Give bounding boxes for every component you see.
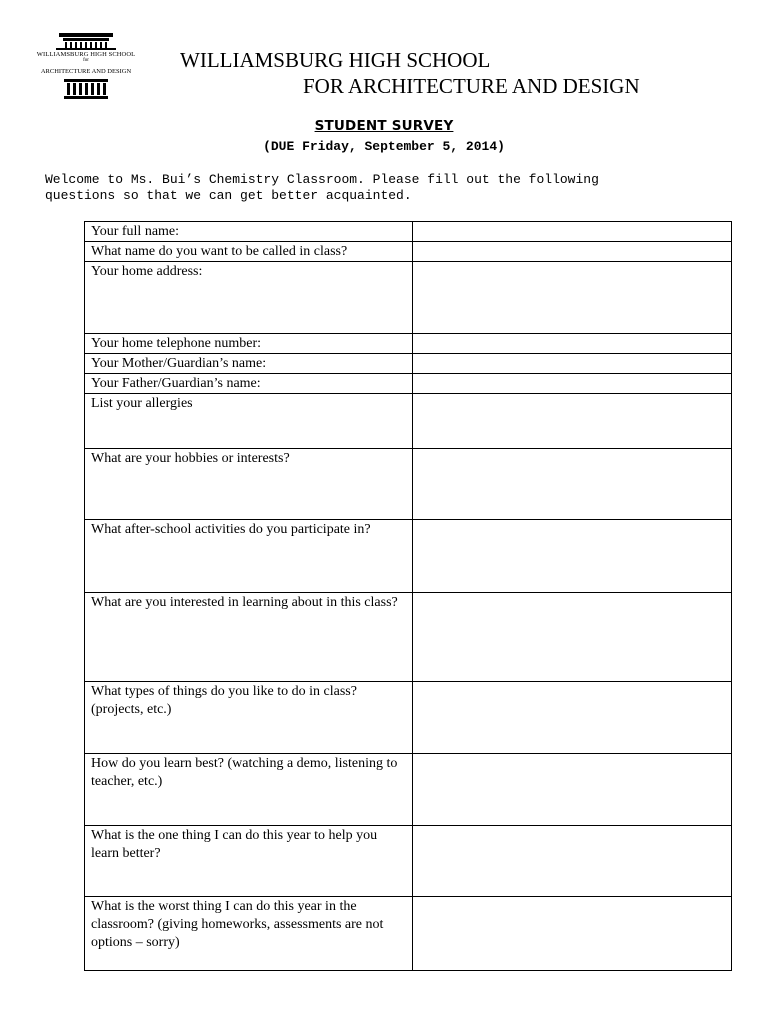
question-label: What name do you want to be called in class? <box>85 242 413 262</box>
table-row <box>85 449 732 520</box>
survey-table <box>84 221 732 971</box>
table-row <box>85 262 732 334</box>
school-logo <box>30 30 142 100</box>
question-label: What after-school activities do you participate in? <box>85 520 413 593</box>
welcome-line-1: Welcome to Ms. Bui’s Chemistry Classroom. Please fill out the following <box>45 172 599 187</box>
table-row <box>85 826 732 897</box>
table-row <box>85 754 732 826</box>
answer-field[interactable] <box>413 449 732 520</box>
due-date: (DUE Friday, September 5, 2014) <box>263 139 505 154</box>
logo-text-for: for <box>83 58 89 63</box>
question-label: Your Father/Guardian’s name: <box>85 374 413 394</box>
logo-text-school: WILLIAMSBURG HIGH SCHOOL <box>36 51 136 58</box>
answer-field[interactable] <box>413 826 732 897</box>
school-title-line1: WILLIAMSBURG HIGH SCHOOL <box>180 48 491 72</box>
question-label: What are you interested in learning about in this class? <box>85 593 413 682</box>
table-row <box>85 334 732 354</box>
answer-field[interactable] <box>413 394 732 449</box>
table-row <box>85 222 732 242</box>
answer-field[interactable] <box>413 754 732 826</box>
table-row <box>85 897 732 971</box>
question-label: What types of things do you like to do in class? (projects, etc.) <box>85 682 413 754</box>
question-label: What are your hobbies or interests? <box>85 449 413 520</box>
table-row <box>85 520 732 593</box>
building-columns-icon <box>64 79 108 99</box>
survey-title: STUDENT SURVEY <box>314 118 454 134</box>
table-row <box>85 394 732 449</box>
question-label: How do you learn best? (watching a demo, listening to teacher, etc.) <box>85 754 413 826</box>
answer-field[interactable] <box>413 593 732 682</box>
logo-text-architecture: ARCHITECTURE AND DESIGN <box>40 68 132 75</box>
answer-field[interactable] <box>413 262 732 334</box>
answer-field[interactable] <box>413 374 732 394</box>
table-row <box>85 242 732 262</box>
answer-field[interactable] <box>413 354 732 374</box>
question-label: List your allergies <box>85 394 413 449</box>
question-label: What is the worst thing I can do this year in the classroom? (giving homeworks, assessments are not options – sorry) <box>85 897 413 971</box>
table-row <box>85 354 732 374</box>
answer-field[interactable] <box>413 520 732 593</box>
answer-field[interactable] <box>413 242 732 262</box>
question-label: Your Mother/Guardian’s name: <box>85 354 413 374</box>
question-label: Your full name: <box>85 222 413 242</box>
building-pediment-icon <box>55 30 117 50</box>
question-label: Your home telephone number: <box>85 334 413 354</box>
table-row <box>85 682 732 754</box>
table-row <box>85 593 732 682</box>
answer-field[interactable] <box>413 334 732 354</box>
answer-field[interactable] <box>413 897 732 971</box>
school-title-line2: FOR ARCHITECTURE AND DESIGN <box>303 74 640 98</box>
answer-field[interactable] <box>413 222 732 242</box>
welcome-text <box>45 172 735 204</box>
answer-field[interactable] <box>413 682 732 754</box>
welcome-line-2: questions so that we can get better acquainted. <box>45 188 412 203</box>
table-row <box>85 374 732 394</box>
question-label: Your home address: <box>85 262 413 334</box>
question-label: What is the one thing I can do this year to help you learn better? <box>85 826 413 897</box>
